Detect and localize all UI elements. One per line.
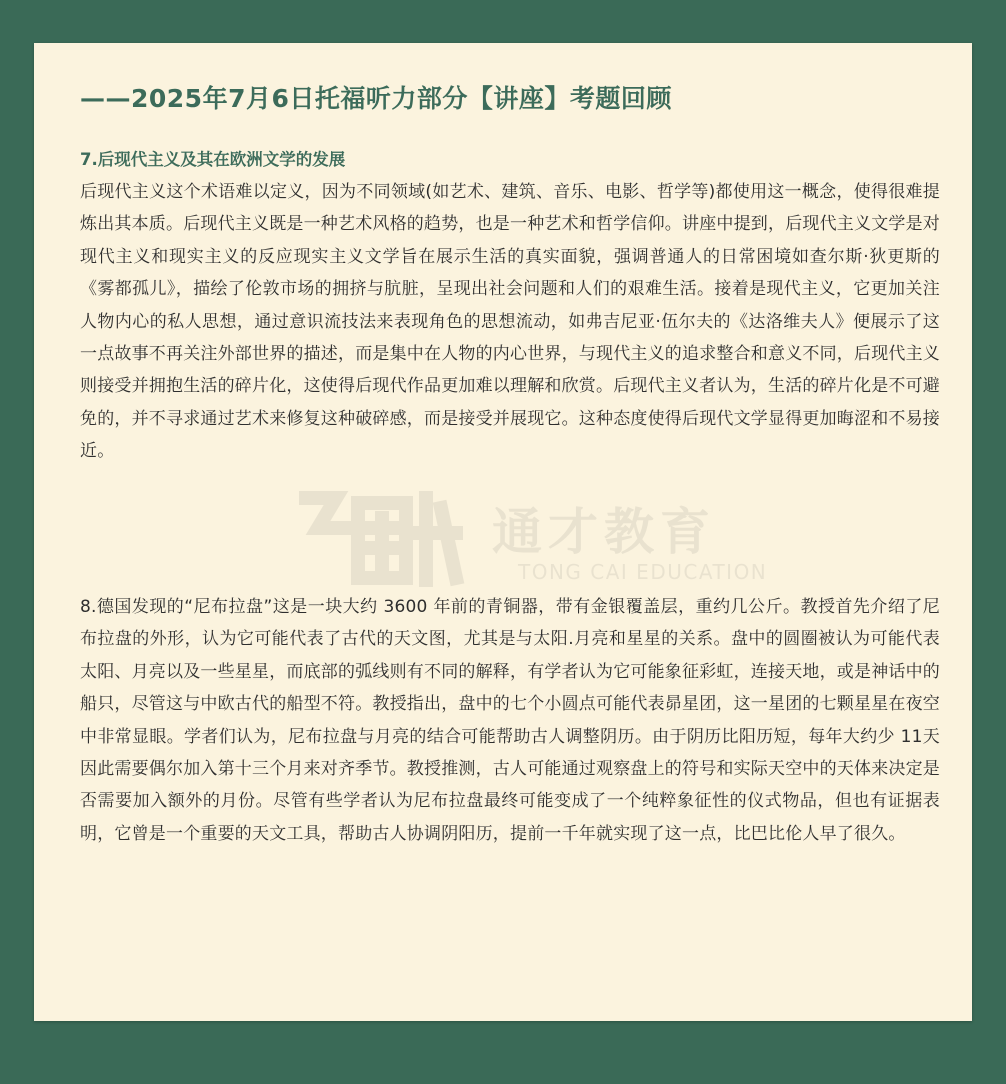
section-7-heading: 7.后现代主义及其在欧洲文学的发展 [80,150,346,169]
tongcai-logo-icon [296,488,466,588]
page-title: ——2025年7月6日托福听力部分【讲座】考题回顾 [80,84,672,113]
watermark [296,488,766,598]
section-7-body: 后现代主义这个术语难以定义，因为不同领域(如艺术、建筑、音乐、电影、哲学等)都使用这一概念，使得很难提炼出其本质。后现代主义既是一种艺术风格的趋势，也是一种艺术和哲学信仰。讲座中提到，后现代主义文学是对现代主义和现实主义的反应现实主义文学旨在展示生活的真实面貌，强调普通人的日常困境如查尔斯·狄更斯的《雾都孤儿》，描绘了伦敦市场的拥挤与肮脏，呈现出社会问题和人们的艰难生活。接着是现代主义，它更加关注人物内心的私人思想，通过意识流技法来表现角色的思想流动，如弗吉尼亚·伍尔夫的《达洛维夫人》便展示了这一点故事不再关注外部世界的描述，而是集中在人物的内心世界，与现代主义的追求整合和意义不同，后现代主义则接受并拥抱生活的碎片化，这使得后现代作品更加难以理解和欣赏。后现代主义者认为，生活的碎片化是不可避免的，并不寻求通过艺术来修复这种破碎感，而是接受并展现它。这种态度使得后现代文学显得更加晦涩和不易接近。 [80,182,940,462]
content-card [34,43,972,1021]
section-8-body: 8.德国发现的“尼布拉盘”这是一块大约 3600 年前的青铜器，带有金银覆盖层，重约几公斤。教授首先介绍了尼布拉盘的外形，认为它可能代表了古代的天文图，尤其是与太阳.月亮和星星的关系。盘中的圆圈被认为可能代表太阳、月亮以及一些星星，而底部的弧线则有不同的解释，有学者认为它可能象征彩虹，连接天地，或是神话中的船只，尽管这与中欧古代的船型不符。教授指出，盘中的七个小圆点可能代表昴星团，这一星团的七颗星星在夜空中非常显眼。学者们认为，尼布拉盘与月亮的结合可能帮助古人调整阴历。由于阴历比阳历短，每年大约少 11天因此需要偶尔加入第十三个月来对齐季节。教授推测，古人可能通过观察盘上的符号和实际天空中的天体来决定是否需要加入额外的月份。尽管有些学者认为尼布拉盘最终可能变成了一个纯粹象征性的仪式物品，但也有证据表明，它曾是一个重要的天文工具，帮助古人协调阴阳历，提前一千年就实现了这一点，比巴比伦人早了很久。 [80,597,940,844]
watermark-brand-en: TONG CAI EDUCATION [518,560,768,584]
watermark-brand-cn: 通才教育 [492,503,716,561]
